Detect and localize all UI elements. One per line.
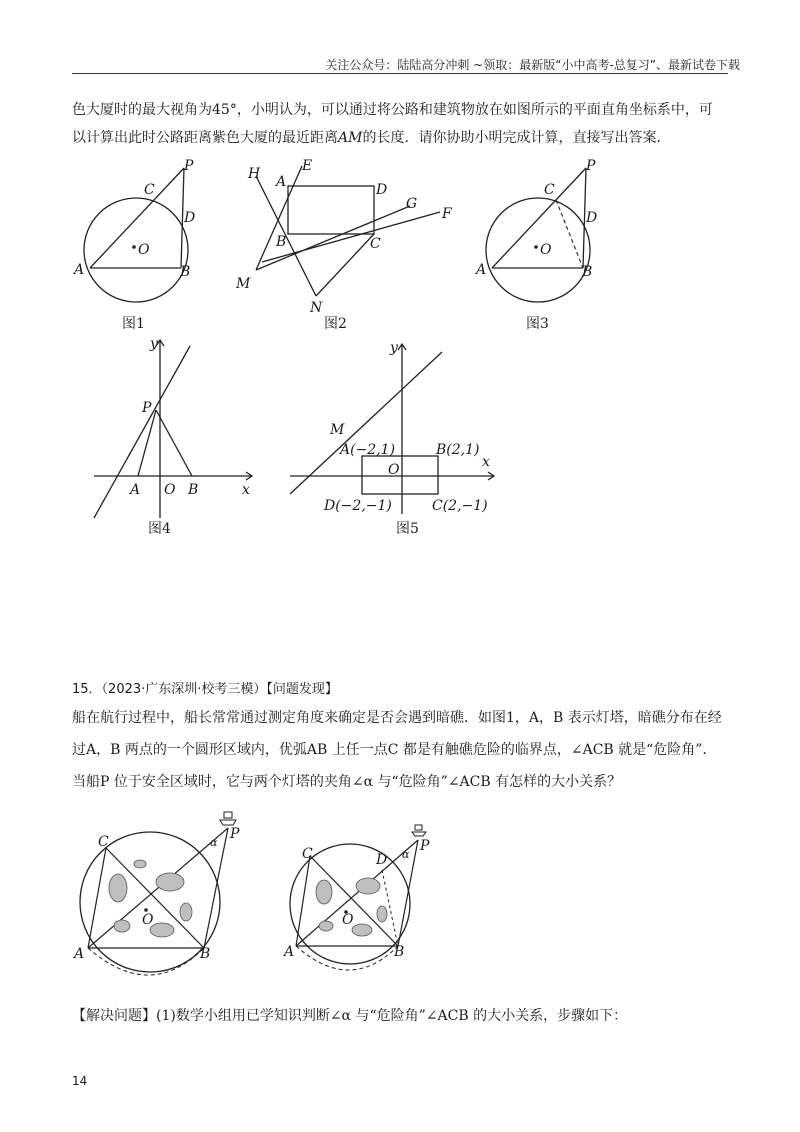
ship-right-label-d: D	[376, 852, 388, 868]
fig1-label-b: B	[180, 264, 191, 280]
fig4-label-y: y	[150, 336, 158, 352]
fig2-label-g: G	[406, 196, 418, 212]
intro-line-2	[72, 124, 732, 152]
figure-1	[66, 150, 206, 310]
fig4-label-p: P	[142, 400, 152, 416]
fig5-label-b: B(2,1)	[436, 442, 480, 458]
ship-figure-right	[284, 818, 464, 998]
ship-left-label-b: B	[200, 946, 211, 962]
fig1-label-a: A	[74, 262, 85, 278]
fig3-label-d: D	[586, 210, 598, 226]
fig3-label-b: B	[582, 264, 593, 280]
fig5-label-c: C(2,−1)	[432, 498, 488, 514]
fig5-label-x: x	[482, 454, 490, 470]
intro-text: 以计算出此时公路距离紫色大厦的最近距离	[72, 130, 338, 146]
fig2-label-n: N	[310, 300, 323, 316]
fig2-label-h: H	[248, 166, 261, 182]
figure-5-caption: 图5	[396, 521, 419, 537]
fig2-label-e: E	[302, 158, 313, 174]
ship-right-label-p: P	[420, 838, 430, 854]
fig3-label-a: A	[476, 262, 487, 278]
ship-left-label-o: O	[142, 912, 154, 928]
page-number: 14	[72, 1074, 88, 1088]
fig5-label-a: A(−2,1)	[340, 442, 396, 458]
header-rule	[72, 73, 728, 74]
figure-5	[286, 336, 506, 532]
ship-left-label-p: P	[230, 826, 240, 842]
fig4-label-x: x	[242, 482, 250, 498]
angle-value: 45°	[212, 102, 237, 118]
ship-figure-left	[70, 806, 260, 996]
ship-left-label-c: C	[98, 834, 109, 850]
q15-line-1: 船在航行过程中，船长常常通过测定角度来确定是否会遇到暗礁．如图1，A，B 表示灯塔，暗礁分布在经	[72, 710, 722, 726]
q15-line-3: 当船P 位于安全区域时，它与两个灯塔的夹角∠α 与“危险角”∠ACB 有怎样的大小关系？	[72, 774, 622, 790]
fig1-label-o: O	[138, 242, 150, 258]
ship-left-label-alpha: α	[210, 836, 218, 849]
ship-right-label-c: C	[302, 846, 313, 862]
fig2-label-a: A	[276, 174, 287, 190]
q15-solve: 【解决问题】(1)数学小组用已学知识判断∠α 与“危险角”∠ACB 的大小关系，步骤如下：	[72, 1008, 628, 1024]
fig3-label-c: C	[544, 182, 555, 198]
ship-right-label-a: A	[284, 944, 295, 960]
figure-4	[80, 332, 270, 532]
fig4-label-a: A	[130, 482, 141, 498]
fig2-label-c: C	[370, 236, 381, 252]
fig5-label-y: y	[390, 340, 398, 356]
fig5-label-m: M	[330, 422, 345, 438]
q15-number: 15．	[72, 682, 102, 697]
intro-text: ，小明认为，可以通过将公路和建筑物放在如图所示的平面直角坐标系中，可	[236, 102, 713, 118]
figure-2-caption: 图2	[324, 316, 347, 332]
figure-3-caption: 图3	[526, 316, 549, 332]
fig2-label-m: M	[236, 276, 251, 292]
page-header: 关注公众号：陆陆高分冲刺 ~领取：最新版“小中高考-总复习”、最新试卷下载	[325, 58, 740, 72]
fig2-label-f: F	[442, 206, 452, 222]
fig3-label-p: P	[586, 158, 596, 174]
intro-text: 色大厦时的最大视角为	[72, 102, 212, 118]
fig3-label-o: O	[540, 242, 552, 258]
ship-right-label-b: B	[394, 944, 405, 960]
intro-text: 的长度．请你协助小明完成计算，直接写出答案．	[362, 130, 671, 146]
fig5-label-d: D(−2,−1)	[324, 498, 392, 514]
q15-tag: 【问题发现】	[266, 682, 338, 697]
fig2-label-b: B	[276, 234, 287, 250]
fig4-label-b: B	[188, 482, 199, 498]
fig4-label-o: O	[164, 482, 176, 498]
fig5-label-o: O	[388, 462, 400, 478]
fig1-label-c: C	[144, 182, 155, 198]
ship-right-label-o: O	[342, 912, 354, 928]
figure-4-caption: 图4	[148, 521, 171, 537]
q15-line-2: 过A，B 两点的一个圆形区域内，优弧AB 上任一点C 都是有触礁危险的临界点，∠ACB 就是“危险角”．	[72, 742, 717, 758]
fig2-label-d: D	[376, 182, 388, 198]
ship-left-label-a: A	[74, 946, 85, 962]
q15-source: （2023·广东深圳·校考三模）	[101, 682, 267, 697]
ship-right-label-alpha: α	[402, 848, 410, 861]
figure-2	[232, 152, 462, 316]
figure-1-caption: 图1	[122, 316, 145, 332]
fig1-label-p: P	[184, 158, 194, 174]
segment-am: AM	[338, 130, 363, 146]
fig1-label-d: D	[184, 210, 196, 226]
intro-line-1	[72, 96, 732, 124]
figure-3	[468, 150, 608, 310]
q15-heading	[72, 676, 732, 704]
